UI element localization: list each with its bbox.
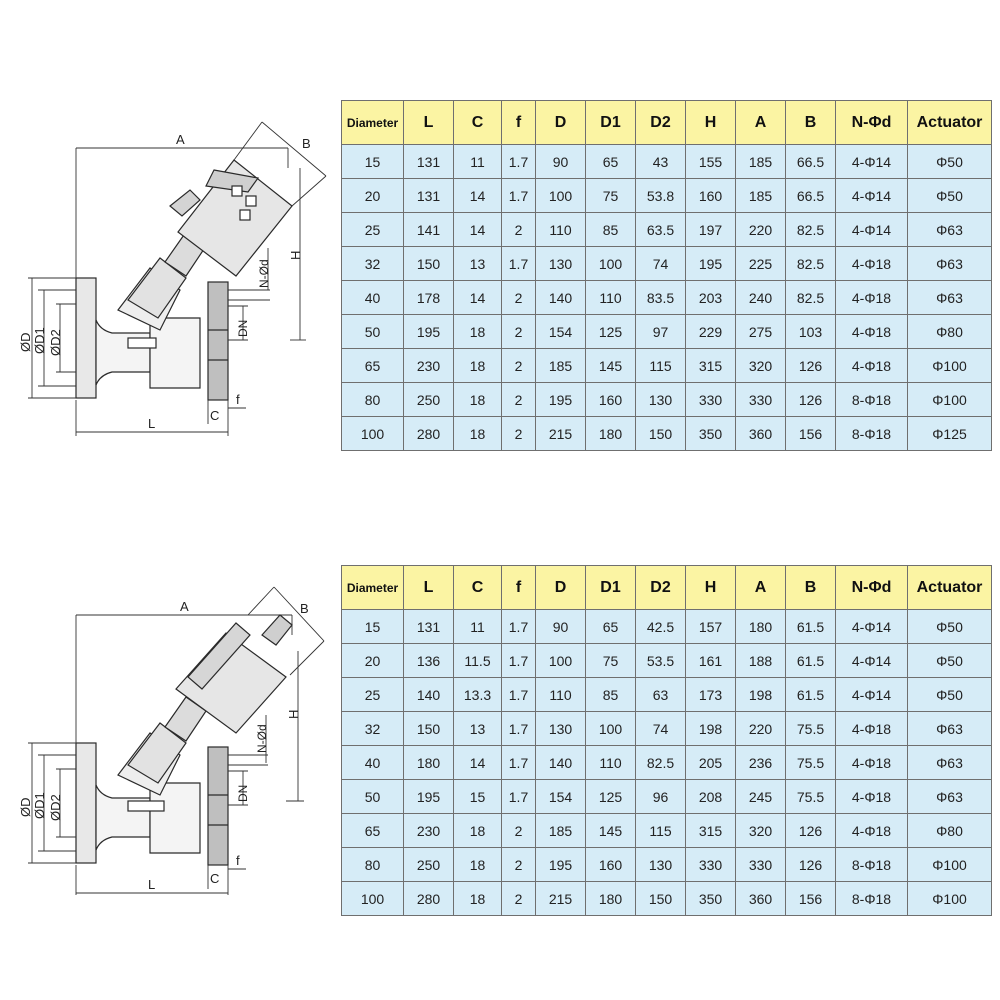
table-cell: 82.5 — [786, 213, 836, 247]
table-cell: 330 — [736, 383, 786, 417]
table-cell: 43 — [636, 145, 686, 179]
table-cell: 180 — [404, 746, 454, 780]
col-header: N-Φd — [836, 566, 908, 610]
table-cell: 185 — [736, 179, 786, 213]
table-cell: 330 — [736, 848, 786, 882]
table-cell: 180 — [586, 417, 636, 451]
label-D1: ØD1 — [32, 792, 47, 819]
table-body-1 — [342, 145, 992, 451]
table-cell: 15 — [454, 780, 502, 814]
table-row — [342, 882, 992, 916]
valve-section-1 — [0, 0, 1000, 465]
label-C: C — [210, 871, 220, 886]
table-cell: 229 — [686, 315, 736, 349]
table-cell: 4-Φ18 — [836, 780, 908, 814]
table-cell: 4-Φ18 — [836, 712, 908, 746]
label-DN: DN — [236, 784, 250, 802]
table-cell: 1.7 — [502, 712, 536, 746]
table-cell: 315 — [686, 814, 736, 848]
table-cell: Φ50 — [908, 644, 992, 678]
table-header-row — [342, 566, 992, 610]
table-cell: 125 — [586, 780, 636, 814]
table-cell: 61.5 — [786, 678, 836, 712]
table-cell: 18 — [454, 349, 502, 383]
table-cell: 11.5 — [454, 644, 502, 678]
table-cell: 130 — [636, 383, 686, 417]
table-cell: 188 — [736, 644, 786, 678]
table-cell: 61.5 — [786, 610, 836, 644]
table-cell: 220 — [736, 712, 786, 746]
table-cell: 154 — [536, 315, 586, 349]
table-cell: 161 — [686, 644, 736, 678]
table-cell: 154 — [536, 780, 586, 814]
table-cell: Φ50 — [908, 610, 992, 644]
label-H: H — [286, 709, 301, 719]
table-cell: Φ63 — [908, 213, 992, 247]
table-cell: 100 — [586, 712, 636, 746]
table-cell: 320 — [736, 814, 786, 848]
table-cell: 65 — [586, 610, 636, 644]
table-cell: 75.5 — [786, 746, 836, 780]
table-row — [342, 712, 992, 746]
table-cell: 220 — [736, 213, 786, 247]
table-cell: 1.7 — [502, 678, 536, 712]
table-cell: Φ50 — [908, 678, 992, 712]
col-header: D1 — [586, 101, 636, 145]
table-cell: 4-Φ18 — [836, 814, 908, 848]
label-Nd: N-Ød — [257, 259, 271, 288]
table-cell: 2 — [502, 281, 536, 315]
diameter-cell: 40 — [342, 746, 404, 780]
table-cell: 240 — [736, 281, 786, 315]
table-cell: 4-Φ14 — [836, 145, 908, 179]
table-cell: 18 — [454, 383, 502, 417]
diameter-cell: 25 — [342, 213, 404, 247]
label-L: L — [148, 877, 156, 892]
table-cell: 195 — [404, 780, 454, 814]
diameter-cell: 32 — [342, 712, 404, 746]
table-cell: 195 — [536, 383, 586, 417]
table-header-row — [342, 101, 992, 145]
col-header: N-Φd — [836, 101, 908, 145]
table-cell: 66.5 — [786, 179, 836, 213]
col-header: D1 — [586, 566, 636, 610]
table-cell: 1.7 — [502, 179, 536, 213]
table-cell: 150 — [636, 882, 686, 916]
table-cell: 97 — [636, 315, 686, 349]
table-cell: 4-Φ18 — [836, 349, 908, 383]
table-body-2 — [342, 610, 992, 916]
table-cell: 2 — [502, 383, 536, 417]
table-cell: 160 — [586, 383, 636, 417]
table-cell: 74 — [636, 247, 686, 281]
label-A: A — [176, 132, 185, 147]
table-cell: 53.8 — [636, 179, 686, 213]
table-cell: 75 — [586, 644, 636, 678]
table-cell: 83.5 — [636, 281, 686, 315]
col-header: B — [786, 566, 836, 610]
diameter-cell: 40 — [342, 281, 404, 315]
table-cell: 74 — [636, 712, 686, 746]
table-row — [342, 213, 992, 247]
table-cell: 1.7 — [502, 247, 536, 281]
table-cell: 75 — [586, 179, 636, 213]
valve-section-2 — [0, 465, 1000, 1000]
table-cell: Φ125 — [908, 417, 992, 451]
table-cell: 136 — [404, 644, 454, 678]
table-cell: 1.7 — [502, 145, 536, 179]
table-cell: 18 — [454, 882, 502, 916]
diameter-cell: 20 — [342, 179, 404, 213]
table-cell: 42.5 — [636, 610, 686, 644]
table-cell: 4-Φ18 — [836, 247, 908, 281]
table-cell: 140 — [404, 678, 454, 712]
table-row — [342, 383, 992, 417]
table-cell: 63.5 — [636, 213, 686, 247]
table-cell: 115 — [636, 349, 686, 383]
table-cell: 215 — [536, 417, 586, 451]
col-header: B — [786, 101, 836, 145]
table-cell: Φ80 — [908, 814, 992, 848]
table-cell: 197 — [686, 213, 736, 247]
diameter-cell: 65 — [342, 349, 404, 383]
table-cell: 4-Φ14 — [836, 213, 908, 247]
table-cell: Φ63 — [908, 281, 992, 315]
label-H: H — [288, 250, 303, 260]
table-cell: 8-Φ18 — [836, 383, 908, 417]
table-cell: 126 — [786, 814, 836, 848]
table-cell: 131 — [404, 179, 454, 213]
table-cell: 250 — [404, 848, 454, 882]
label-f: f — [236, 853, 240, 868]
table-cell: Φ63 — [908, 712, 992, 746]
table-cell: 180 — [586, 882, 636, 916]
table-cell: 160 — [586, 848, 636, 882]
table-cell: 75.5 — [786, 712, 836, 746]
table-cell: 185 — [536, 814, 586, 848]
table-cell: 4-Φ14 — [836, 644, 908, 678]
table-cell: 130 — [536, 247, 586, 281]
table-cell: 115 — [636, 814, 686, 848]
table-row — [342, 814, 992, 848]
col-header: H — [686, 566, 736, 610]
table-row — [342, 644, 992, 678]
table-cell: 150 — [636, 417, 686, 451]
table-cell: 1.7 — [502, 610, 536, 644]
spec-table-2 — [341, 565, 992, 916]
table-cell: 215 — [536, 882, 586, 916]
diameter-cell: 100 — [342, 417, 404, 451]
table-cell: 360 — [736, 417, 786, 451]
table-cell: 126 — [786, 383, 836, 417]
table-cell: 320 — [736, 349, 786, 383]
table-row — [342, 848, 992, 882]
table-cell: 18 — [454, 417, 502, 451]
valve-drawing-1 — [0, 0, 340, 465]
diameter-cell: 50 — [342, 315, 404, 349]
table-cell: 18 — [454, 315, 502, 349]
label-D1: ØD1 — [32, 327, 47, 354]
diameter-cell: 25 — [342, 678, 404, 712]
table-cell: 75.5 — [786, 780, 836, 814]
table-row — [342, 179, 992, 213]
label-D2: ØD2 — [48, 329, 63, 356]
table-cell: 195 — [686, 247, 736, 281]
table-cell: 18 — [454, 814, 502, 848]
table-row — [342, 315, 992, 349]
table-cell: 125 — [586, 315, 636, 349]
table-cell: 126 — [786, 848, 836, 882]
table-cell: 82.5 — [636, 746, 686, 780]
table-row — [342, 247, 992, 281]
table-cell: 82.5 — [786, 247, 836, 281]
table-cell: 195 — [536, 848, 586, 882]
col-header: Diameter — [342, 101, 404, 145]
table-cell: 8-Φ18 — [836, 882, 908, 916]
table-cell: 156 — [786, 882, 836, 916]
diameter-cell: 15 — [342, 145, 404, 179]
table-cell: 96 — [636, 780, 686, 814]
table-cell: 4-Φ14 — [836, 179, 908, 213]
table-cell: 205 — [686, 746, 736, 780]
table-cell: 8-Φ18 — [836, 417, 908, 451]
table-cell: 8-Φ18 — [836, 848, 908, 882]
table-cell: 90 — [536, 145, 586, 179]
table-cell: 66.5 — [786, 145, 836, 179]
table-cell: 198 — [736, 678, 786, 712]
table-cell: 198 — [686, 712, 736, 746]
table-cell: 61.5 — [786, 644, 836, 678]
spec-table-1 — [341, 100, 992, 451]
table-cell: 140 — [536, 281, 586, 315]
table-cell: 2 — [502, 349, 536, 383]
table-cell: Φ50 — [908, 179, 992, 213]
table-cell: 275 — [736, 315, 786, 349]
table-cell: 350 — [686, 882, 736, 916]
table-cell: 150 — [404, 247, 454, 281]
label-DN: DN — [236, 319, 250, 337]
table-cell: 141 — [404, 213, 454, 247]
table-cell: 236 — [736, 746, 786, 780]
table-cell: Φ63 — [908, 746, 992, 780]
table-cell: 103 — [786, 315, 836, 349]
table-cell: 203 — [686, 281, 736, 315]
table-cell: 63 — [636, 678, 686, 712]
table-cell: 13 — [454, 247, 502, 281]
table-cell: 11 — [454, 145, 502, 179]
table-cell: 130 — [636, 848, 686, 882]
table-cell: 160 — [686, 179, 736, 213]
col-header: Actuator — [908, 101, 992, 145]
table-cell: 230 — [404, 814, 454, 848]
diameter-cell: 50 — [342, 780, 404, 814]
table-cell: 230 — [404, 349, 454, 383]
col-header: A — [736, 566, 786, 610]
table-cell: 100 — [536, 644, 586, 678]
table-cell: 130 — [536, 712, 586, 746]
table-cell: 1.7 — [502, 746, 536, 780]
label-C: C — [210, 408, 220, 423]
table-cell: 185 — [536, 349, 586, 383]
table-cell: 13.3 — [454, 678, 502, 712]
label-B: B — [302, 136, 311, 151]
table-cell: 225 — [736, 247, 786, 281]
label-D2: ØD2 — [48, 794, 63, 821]
table-row — [342, 780, 992, 814]
col-header: L — [404, 566, 454, 610]
table-cell: Φ100 — [908, 848, 992, 882]
table-cell: 145 — [586, 349, 636, 383]
table-cell: Φ50 — [908, 145, 992, 179]
table-cell: 208 — [686, 780, 736, 814]
table-cell: 4-Φ18 — [836, 315, 908, 349]
table-cell: 155 — [686, 145, 736, 179]
table-cell: 330 — [686, 848, 736, 882]
table-cell: 85 — [586, 213, 636, 247]
table-cell: 360 — [736, 882, 786, 916]
col-header: A — [736, 101, 786, 145]
col-header: D — [536, 566, 586, 610]
diameter-cell: 15 — [342, 610, 404, 644]
table-cell: 110 — [586, 746, 636, 780]
table-cell: 4-Φ18 — [836, 746, 908, 780]
table-cell: 330 — [686, 383, 736, 417]
label-f: f — [236, 392, 240, 407]
table-cell: 180 — [736, 610, 786, 644]
col-header: H — [686, 101, 736, 145]
table-cell: 110 — [536, 678, 586, 712]
table-cell: 110 — [586, 281, 636, 315]
table-row — [342, 281, 992, 315]
col-header: f — [502, 566, 536, 610]
col-header: C — [454, 566, 502, 610]
table-cell: Φ63 — [908, 780, 992, 814]
col-header: Diameter — [342, 566, 404, 610]
table-cell: 195 — [404, 315, 454, 349]
table-cell: 4-Φ18 — [836, 281, 908, 315]
table-cell: 53.5 — [636, 644, 686, 678]
table-cell: 65 — [586, 145, 636, 179]
diameter-cell: 80 — [342, 383, 404, 417]
label-Nd: N-Ød — [255, 724, 269, 753]
table-cell: 280 — [404, 882, 454, 916]
table-cell: 110 — [536, 213, 586, 247]
col-header: D2 — [636, 566, 686, 610]
valve-drawing-2 — [0, 465, 340, 935]
table-cell: 140 — [536, 746, 586, 780]
table-cell: 245 — [736, 780, 786, 814]
table-cell: 82.5 — [786, 281, 836, 315]
col-header: D — [536, 101, 586, 145]
col-header: Actuator — [908, 566, 992, 610]
table-cell: 2 — [502, 882, 536, 916]
label-A: A — [180, 599, 189, 614]
table-cell: 13 — [454, 712, 502, 746]
table-cell: 2 — [502, 814, 536, 848]
col-header: f — [502, 101, 536, 145]
table-cell: 173 — [686, 678, 736, 712]
table-cell: 315 — [686, 349, 736, 383]
table-cell: 14 — [454, 213, 502, 247]
label-D: ØD — [18, 332, 33, 352]
table-cell: 150 — [404, 712, 454, 746]
table-cell: 100 — [536, 179, 586, 213]
table-cell: Φ100 — [908, 349, 992, 383]
table-cell: 14 — [454, 746, 502, 780]
table-cell: Φ100 — [908, 882, 992, 916]
table-cell: 14 — [454, 179, 502, 213]
table-cell: 1.7 — [502, 644, 536, 678]
table-cell: 4-Φ14 — [836, 610, 908, 644]
table-cell: 2 — [502, 848, 536, 882]
table-cell: 2 — [502, 213, 536, 247]
col-header: L — [404, 101, 454, 145]
table-row — [342, 746, 992, 780]
table-cell: 131 — [404, 145, 454, 179]
diameter-cell: 100 — [342, 882, 404, 916]
table-cell: 85 — [586, 678, 636, 712]
table-cell: 126 — [786, 349, 836, 383]
table-cell: 1.7 — [502, 780, 536, 814]
table-row — [342, 678, 992, 712]
label-D: ØD — [18, 797, 33, 817]
table-cell: 350 — [686, 417, 736, 451]
table-cell: 2 — [502, 315, 536, 349]
table-cell: 4-Φ14 — [836, 678, 908, 712]
label-L: L — [148, 416, 156, 431]
table-cell: 100 — [586, 247, 636, 281]
table-cell: 280 — [404, 417, 454, 451]
table-cell: 185 — [736, 145, 786, 179]
table-cell: 14 — [454, 281, 502, 315]
table-row — [342, 610, 992, 644]
table-row — [342, 349, 992, 383]
diameter-cell: 20 — [342, 644, 404, 678]
col-header: C — [454, 101, 502, 145]
diameter-cell: 65 — [342, 814, 404, 848]
table-cell: 157 — [686, 610, 736, 644]
table-cell: 90 — [536, 610, 586, 644]
table-cell: Φ100 — [908, 383, 992, 417]
diameter-cell: 80 — [342, 848, 404, 882]
table-cell: Φ80 — [908, 315, 992, 349]
table-row — [342, 145, 992, 179]
table-cell: 2 — [502, 417, 536, 451]
table-row — [342, 417, 992, 451]
table-cell: 156 — [786, 417, 836, 451]
table-cell: 131 — [404, 610, 454, 644]
table-cell: 18 — [454, 848, 502, 882]
label-B: B — [300, 601, 309, 616]
diameter-cell: 32 — [342, 247, 404, 281]
table-cell: 11 — [454, 610, 502, 644]
table-cell: Φ63 — [908, 247, 992, 281]
col-header: D2 — [636, 101, 686, 145]
table-cell: 250 — [404, 383, 454, 417]
table-cell: 178 — [404, 281, 454, 315]
table-cell: 145 — [586, 814, 636, 848]
